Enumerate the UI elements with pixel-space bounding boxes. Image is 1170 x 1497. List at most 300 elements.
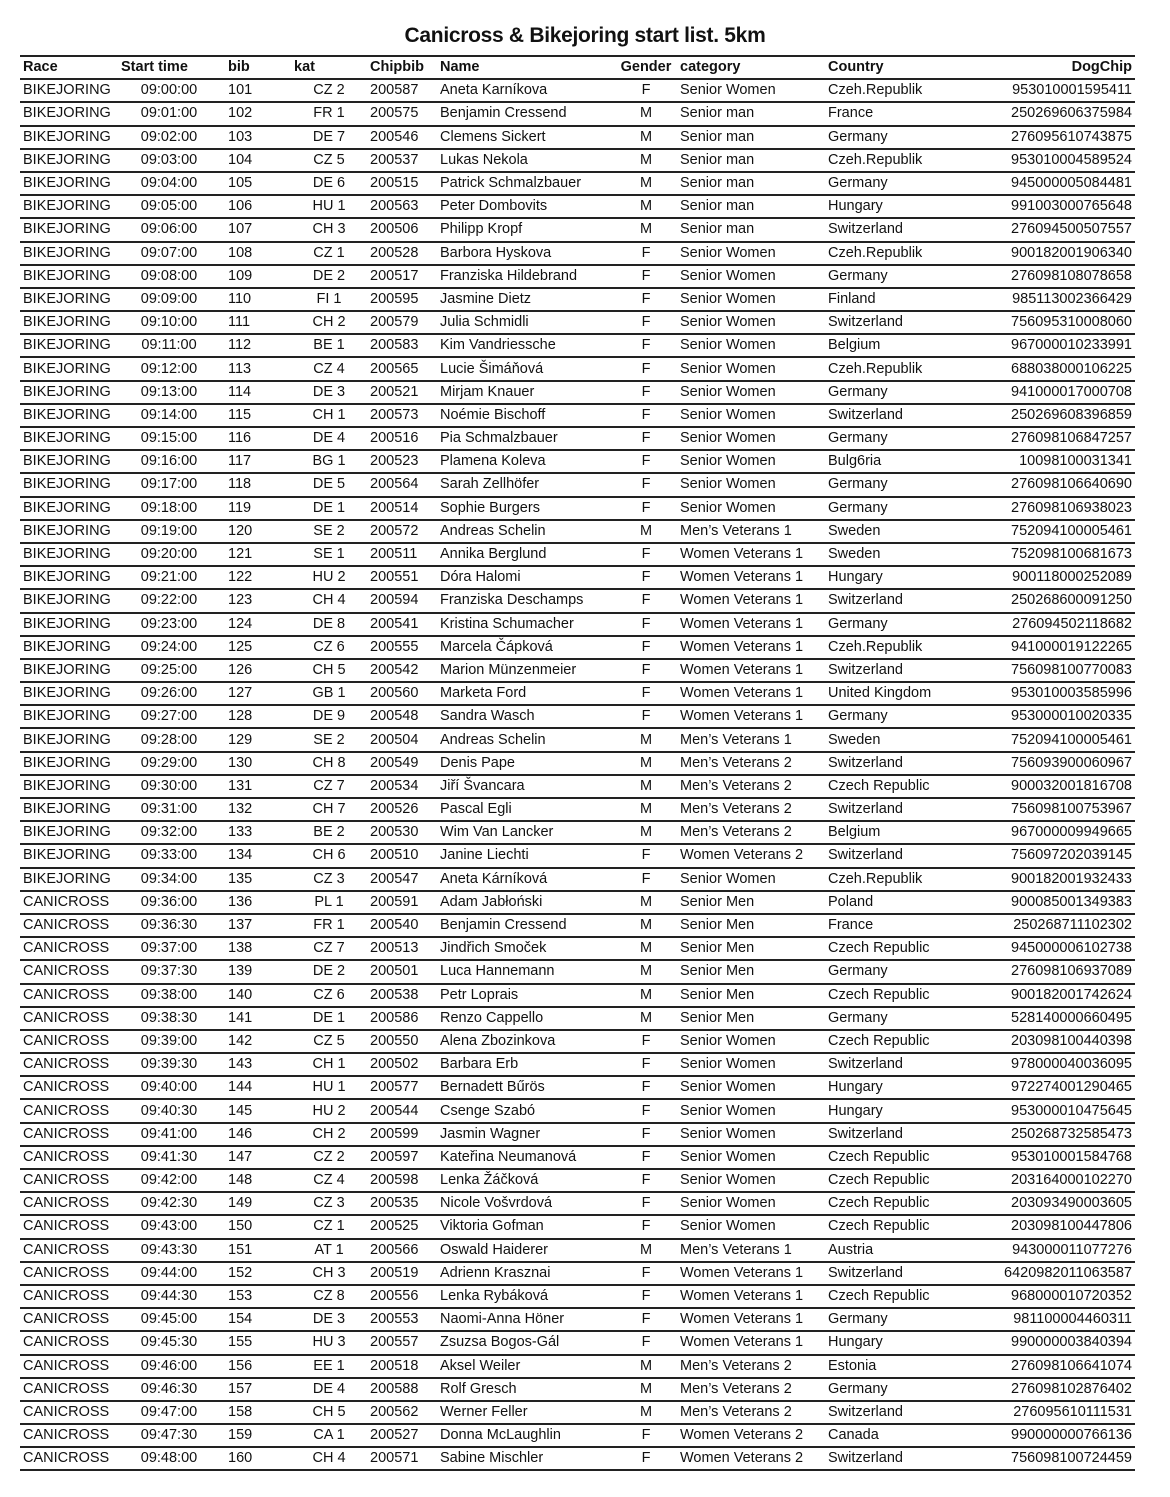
column-header-start-time: Start time [118,56,220,79]
table-row [20,1215,1135,1238]
table-row [20,102,1135,125]
cell-name: Marion Münzenmeier [437,659,615,682]
column-header-kat: kat [291,56,367,79]
cell-bib: 147 [220,1146,291,1169]
cell-country: Switzerland [825,404,961,427]
cell-start-time: 09:41:00 [118,1123,220,1146]
cell-chipbib: 200583 [367,334,437,357]
cell-gender: M [615,172,677,195]
cell-gender: F [615,543,677,566]
cell-chipbib: 200542 [367,659,437,682]
table-row [20,960,1135,983]
cell-dogchip: 756098100753967 [961,798,1135,821]
table-row [20,334,1135,357]
cell-dogchip: 953010001595411 [961,79,1135,102]
cell-race: BIKEJORING [20,427,118,450]
cell-dogchip: 900182001932433 [961,868,1135,891]
table-row [20,1378,1135,1401]
cell-kat: BE 1 [291,334,367,357]
cell-chipbib: 200597 [367,1146,437,1169]
cell-country: Czech Republic [825,775,961,798]
cell-category: Senior man [677,102,825,125]
cell-dogchip: 752094100005461 [961,520,1135,543]
cell-bib: 146 [220,1123,291,1146]
cell-gender: M [615,126,677,149]
cell-start-time: 09:46:30 [118,1378,220,1401]
cell-category: Senior Women [677,1192,825,1215]
cell-category: Senior Women [677,265,825,288]
cell-chipbib: 200530 [367,821,437,844]
cell-chipbib: 200551 [367,566,437,589]
cell-name: Philipp Kropf [437,218,615,241]
cell-start-time: 09:21:00 [118,566,220,589]
cell-race: CANICROSS [20,1146,118,1169]
table-row [20,1123,1135,1146]
cell-category: Senior Men [677,984,825,1007]
cell-chipbib: 200599 [367,1123,437,1146]
cell-country: Germany [825,1378,961,1401]
cell-kat: CH 5 [291,1401,367,1424]
cell-bib: 128 [220,705,291,728]
cell-dogchip: 900032001816708 [961,775,1135,798]
cell-category: Men’s Veterans 2 [677,1378,825,1401]
cell-category: Senior Women [677,288,825,311]
cell-gender: F [615,1030,677,1053]
cell-dogchip: 276098106938023 [961,497,1135,520]
cell-country: Switzerland [825,218,961,241]
table-row [20,1099,1135,1122]
cell-start-time: 09:47:00 [118,1401,220,1424]
cell-category: Senior Men [677,914,825,937]
cell-country: Czech Republic [825,1285,961,1308]
cell-kat: CZ 4 [291,357,367,380]
cell-start-time: 09:17:00 [118,473,220,496]
cell-country: Czeh.Republik [825,79,961,102]
cell-race: BIKEJORING [20,265,118,288]
cell-category: Women Veterans 1 [677,705,825,728]
table-row [20,497,1135,520]
cell-category: Senior Women [677,357,825,380]
cell-kat: CZ 1 [291,1215,367,1238]
cell-race: BIKEJORING [20,543,118,566]
cell-bib: 126 [220,659,291,682]
cell-country: Czeh.Republik [825,868,961,891]
table-row [20,1169,1135,1192]
cell-gender: M [615,1401,677,1424]
cell-dogchip: 756095310008060 [961,311,1135,334]
cell-bib: 132 [220,798,291,821]
cell-name: Peter Dombovits [437,195,615,218]
cell-name: Lucie Šimáňová [437,357,615,380]
cell-country: Czech Republic [825,1146,961,1169]
cell-race: CANICROSS [20,1192,118,1215]
cell-name: Naomi-Anna Höner [437,1308,615,1331]
cell-dogchip: 6420982011063587 [961,1262,1135,1285]
cell-category: Senior Women [677,381,825,404]
cell-dogchip: 941000017000708 [961,381,1135,404]
cell-name: Sarah Zellhöfer [437,473,615,496]
cell-chipbib: 200579 [367,311,437,334]
cell-dogchip: 953010004589524 [961,149,1135,172]
cell-dogchip: 756098100724459 [961,1447,1135,1470]
table-row [20,798,1135,821]
cell-gender: F [615,497,677,520]
cell-kat: CH 5 [291,659,367,682]
cell-dogchip: 990000000766136 [961,1424,1135,1447]
cell-start-time: 09:45:30 [118,1331,220,1354]
cell-category: Senior Women [677,1076,825,1099]
cell-dogchip: 250268732585473 [961,1123,1135,1146]
cell-dogchip: 688038000106225 [961,357,1135,380]
table-row [20,891,1135,914]
cell-category: Senior Men [677,937,825,960]
table-row [20,914,1135,937]
cell-chipbib: 200564 [367,473,437,496]
cell-gender: M [615,821,677,844]
cell-dogchip: 967000009949665 [961,821,1135,844]
cell-start-time: 09:46:00 [118,1355,220,1378]
cell-start-time: 09:00:00 [118,79,220,102]
cell-country: Germany [825,126,961,149]
cell-race: BIKEJORING [20,126,118,149]
cell-name: Luca Hannemann [437,960,615,983]
table-row [20,566,1135,589]
cell-bib: 151 [220,1239,291,1262]
cell-race: BIKEJORING [20,149,118,172]
cell-country: Belgium [825,334,961,357]
cell-dogchip: 276095610111531 [961,1401,1135,1424]
cell-gender: F [615,659,677,682]
cell-bib: 111 [220,311,291,334]
cell-category: Senior Women [677,450,825,473]
cell-gender: M [615,775,677,798]
cell-race: CANICROSS [20,1053,118,1076]
cell-bib: 116 [220,427,291,450]
cell-country: Germany [825,705,961,728]
cell-category: Women Veterans 2 [677,1447,825,1470]
cell-country: Germany [825,1308,961,1331]
table-row [20,311,1135,334]
cell-bib: 122 [220,566,291,589]
cell-country: Sweden [825,543,961,566]
cell-country: Germany [825,381,961,404]
cell-dogchip: 943000011077276 [961,1239,1135,1262]
cell-category: Women Veterans 2 [677,1424,825,1447]
cell-gender: F [615,79,677,102]
cell-kat: DE 1 [291,497,367,520]
cell-name: Marcela Čápková [437,636,615,659]
cell-race: BIKEJORING [20,636,118,659]
cell-dogchip: 756098100770083 [961,659,1135,682]
cell-bib: 102 [220,102,291,125]
cell-name: Annika Berglund [437,543,615,566]
table-header-row [20,56,1135,79]
table-row [20,984,1135,1007]
table-row [20,728,1135,751]
cell-bib: 127 [220,682,291,705]
cell-gender: F [615,450,677,473]
cell-gender: F [615,1308,677,1331]
cell-start-time: 09:43:30 [118,1239,220,1262]
cell-dogchip: 953000010020335 [961,705,1135,728]
cell-chipbib: 200538 [367,984,437,1007]
cell-race: CANICROSS [20,937,118,960]
cell-category: Senior Women [677,497,825,520]
cell-country: Czeh.Republik [825,357,961,380]
cell-gender: F [615,311,677,334]
cell-dogchip: 276098106937089 [961,960,1135,983]
cell-kat: SE 2 [291,728,367,751]
cell-race: CANICROSS [20,1424,118,1447]
cell-bib: 131 [220,775,291,798]
cell-kat: CH 4 [291,1447,367,1470]
cell-kat: DE 4 [291,1378,367,1401]
cell-country: Germany [825,497,961,520]
cell-race: BIKEJORING [20,728,118,751]
cell-category: Senior Women [677,334,825,357]
cell-name: Csenge Szabó [437,1099,615,1122]
table-row [20,1447,1135,1470]
cell-country: Finland [825,288,961,311]
cell-start-time: 09:30:00 [118,775,220,798]
cell-country: France [825,102,961,125]
cell-kat: HU 3 [291,1331,367,1354]
cell-dogchip: 968000010720352 [961,1285,1135,1308]
table-row [20,613,1135,636]
table-row [20,589,1135,612]
cell-name: Dóra Halomi [437,566,615,589]
cell-kat: BE 2 [291,821,367,844]
cell-gender: F [615,613,677,636]
cell-category: Senior Women [677,473,825,496]
cell-category: Men’s Veterans 1 [677,520,825,543]
cell-chipbib: 200521 [367,381,437,404]
cell-gender: M [615,102,677,125]
table-row [20,1030,1135,1053]
cell-bib: 121 [220,543,291,566]
cell-dogchip: 900182001742624 [961,984,1135,1007]
cell-kat: AT 1 [291,1239,367,1262]
cell-country: Switzerland [825,798,961,821]
cell-start-time: 09:16:00 [118,450,220,473]
table-row [20,1308,1135,1331]
cell-bib: 109 [220,265,291,288]
cell-country: Switzerland [825,1262,961,1285]
cell-name: Lenka Rybáková [437,1285,615,1308]
cell-chipbib: 200595 [367,288,437,311]
cell-race: BIKEJORING [20,752,118,775]
cell-category: Senior Women [677,242,825,265]
cell-category: Senior man [677,149,825,172]
cell-name: Franziska Deschamps [437,589,615,612]
cell-dogchip: 276094500507557 [961,218,1135,241]
cell-bib: 149 [220,1192,291,1215]
column-header-chipbib: Chipbib [367,56,437,79]
cell-start-time: 09:11:00 [118,334,220,357]
cell-kat: FI 1 [291,288,367,311]
cell-race: CANICROSS [20,1099,118,1122]
cell-race: BIKEJORING [20,705,118,728]
cell-chipbib: 200577 [367,1076,437,1099]
cell-gender: F [615,1215,677,1238]
cell-start-time: 09:40:30 [118,1099,220,1122]
cell-kat: DE 7 [291,126,367,149]
cell-name: Jasmin Wagner [437,1123,615,1146]
cell-name: Jiří Švancara [437,775,615,798]
column-header-dogchip: DogChip [961,56,1135,79]
cell-chipbib: 200535 [367,1192,437,1215]
cell-kat: SE 1 [291,543,367,566]
cell-chipbib: 200586 [367,1007,437,1030]
table-row [20,195,1135,218]
cell-kat: CZ 3 [291,1192,367,1215]
cell-race: CANICROSS [20,1308,118,1331]
cell-gender: M [615,914,677,937]
column-header-bib: bib [220,56,291,79]
cell-race: CANICROSS [20,1262,118,1285]
cell-start-time: 09:38:00 [118,984,220,1007]
cell-gender: F [615,868,677,891]
cell-dogchip: 276094502118682 [961,613,1135,636]
table-row [20,149,1135,172]
cell-bib: 125 [220,636,291,659]
cell-race: CANICROSS [20,1007,118,1030]
cell-name: Sabine Mischler [437,1447,615,1470]
cell-start-time: 09:31:00 [118,798,220,821]
cell-gender: F [615,1076,677,1099]
cell-bib: 138 [220,937,291,960]
cell-race: BIKEJORING [20,821,118,844]
table-row [20,126,1135,149]
cell-start-time: 09:27:00 [118,705,220,728]
cell-start-time: 09:10:00 [118,311,220,334]
cell-chipbib: 200528 [367,242,437,265]
cell-chipbib: 200575 [367,102,437,125]
cell-race: BIKEJORING [20,311,118,334]
cell-start-time: 09:06:00 [118,218,220,241]
cell-country: Germany [825,265,961,288]
cell-country: Czeh.Republik [825,149,961,172]
cell-category: Senior Women [677,1123,825,1146]
cell-name: Oswald Haiderer [437,1239,615,1262]
cell-category: Men’s Veterans 2 [677,1401,825,1424]
cell-gender: F [615,1123,677,1146]
cell-chipbib: 200502 [367,1053,437,1076]
cell-bib: 153 [220,1285,291,1308]
cell-gender: M [615,218,677,241]
cell-category: Women Veterans 1 [677,1308,825,1331]
cell-race: CANICROSS [20,960,118,983]
cell-country: Czech Republic [825,1169,961,1192]
cell-bib: 105 [220,172,291,195]
cell-country: Sweden [825,728,961,751]
cell-dogchip: 250268600091250 [961,589,1135,612]
cell-race: BIKEJORING [20,357,118,380]
table-row [20,1239,1135,1262]
cell-start-time: 09:02:00 [118,126,220,149]
cell-category: Senior Women [677,1146,825,1169]
cell-race: BIKEJORING [20,798,118,821]
cell-category: Senior Women [677,868,825,891]
cell-country: Czeh.Republik [825,242,961,265]
table-row [20,636,1135,659]
cell-dogchip: 756097202039145 [961,844,1135,867]
cell-gender: M [615,520,677,543]
cell-start-time: 09:13:00 [118,381,220,404]
cell-start-time: 09:07:00 [118,242,220,265]
cell-category: Men’s Veterans 2 [677,1355,825,1378]
cell-start-time: 09:36:30 [118,914,220,937]
cell-start-time: 09:44:30 [118,1285,220,1308]
cell-name: Barbora Hyskova [437,242,615,265]
cell-race: BIKEJORING [20,659,118,682]
cell-bib: 124 [220,613,291,636]
cell-country: Switzerland [825,589,961,612]
cell-category: Women Veterans 1 [677,589,825,612]
cell-kat: CH 6 [291,844,367,867]
cell-bib: 130 [220,752,291,775]
cell-gender: F [615,1053,677,1076]
cell-dogchip: 203098100440398 [961,1030,1135,1053]
cell-race: CANICROSS [20,1447,118,1470]
cell-start-time: 09:08:00 [118,265,220,288]
cell-kat: CH 2 [291,1123,367,1146]
cell-bib: 148 [220,1169,291,1192]
cell-gender: M [615,728,677,751]
cell-category: Women Veterans 1 [677,659,825,682]
cell-start-time: 09:25:00 [118,659,220,682]
cell-start-time: 09:24:00 [118,636,220,659]
cell-category: Senior man [677,126,825,149]
cell-category: Women Veterans 1 [677,1262,825,1285]
cell-chipbib: 200588 [367,1378,437,1401]
cell-start-time: 09:36:00 [118,891,220,914]
cell-country: Czech Republic [825,1215,961,1238]
cell-kat: CZ 4 [291,1169,367,1192]
cell-gender: M [615,984,677,1007]
cell-name: Adrienn Krasznai [437,1262,615,1285]
cell-race: CANICROSS [20,1169,118,1192]
cell-chipbib: 200514 [367,497,437,520]
cell-start-time: 09:04:00 [118,172,220,195]
cell-race: BIKEJORING [20,334,118,357]
cell-name: Jasmine Dietz [437,288,615,311]
cell-country: Switzerland [825,1123,961,1146]
cell-bib: 140 [220,984,291,1007]
cell-chipbib: 200544 [367,1099,437,1122]
cell-start-time: 09:14:00 [118,404,220,427]
cell-bib: 133 [220,821,291,844]
cell-dogchip: 941000019122265 [961,636,1135,659]
cell-dogchip: 967000010233991 [961,334,1135,357]
cell-country: Bulg6ria [825,450,961,473]
cell-race: CANICROSS [20,1239,118,1262]
cell-name: Kateřina Neumanová [437,1146,615,1169]
cell-race: BIKEJORING [20,682,118,705]
cell-bib: 113 [220,357,291,380]
column-header-name: Name [437,56,615,79]
cell-race: CANICROSS [20,1030,118,1053]
cell-race: BIKEJORING [20,172,118,195]
cell-chipbib: 200572 [367,520,437,543]
cell-kat: CZ 3 [291,868,367,891]
cell-country: Switzerland [825,752,961,775]
cell-race: CANICROSS [20,914,118,937]
cell-kat: CH 3 [291,218,367,241]
cell-race: BIKEJORING [20,404,118,427]
cell-race: CANICROSS [20,1401,118,1424]
cell-country: Germany [825,613,961,636]
